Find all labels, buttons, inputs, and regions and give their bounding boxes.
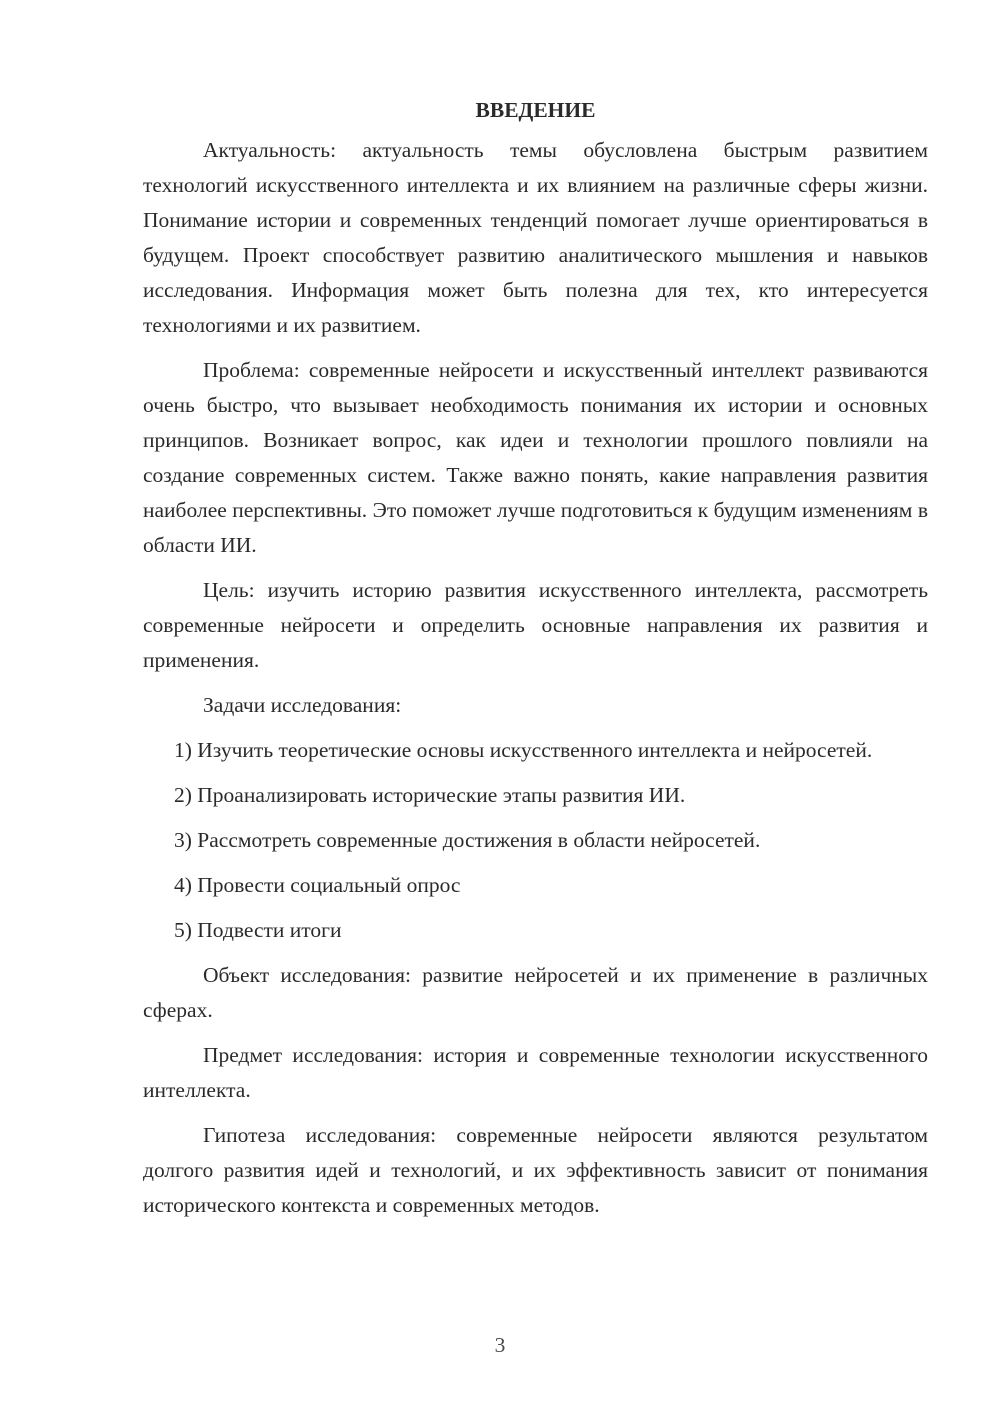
task-item: 1) Изучить теоретические основы искусственного интеллекта и нейросетей. <box>174 738 873 762</box>
tasks-list <box>143 733 928 948</box>
task-item: 2) Проанализировать исторические этапы развития ИИ. <box>174 783 686 807</box>
subject-paragraph: Предмет исследования: история и современные технологии искусственного интеллекта. <box>143 1043 928 1102</box>
object-paragraph: Объект исследования: развитие нейросетей и их применение в различных сферах. <box>143 963 928 1022</box>
task-item: 5) Подвести итоги <box>174 918 342 942</box>
task-item: 3) Рассмотреть современные достижения в области нейросетей. <box>174 828 761 852</box>
section-title: ВВЕДЕНИЕ <box>475 98 596 122</box>
tasks-heading: Задачи исследования: <box>203 693 402 717</box>
relevance-paragraph: Актуальность: актуальность темы обусловлена быстрым развитием технологий искусственного интеллекта и их влиянием на различные сферы жизни. Понимание истории и современных тенденций помогает лучше ориентироваться в будущем. Проект способствует развитию аналитического мышления и навыков исследования. Информация может быть полезна для тех, кто интересуется технологиями и их развитием. <box>143 138 928 337</box>
problem-paragraph: Проблема: современные нейросети и искусственный интеллект развиваются очень быстро, что вызывает необходимость понимания их истории и основных принципов. Возникает вопрос, как идеи и технологии прошлого повлияли на создание современных систем. Также важно понять, какие направления развития наиболее перспективны. Это поможет лучше подготовиться к будущим изменениям в области ИИ. <box>143 358 928 557</box>
task-item: 4) Провести социальный опрос <box>174 873 461 897</box>
document-page <box>143 92 928 1233</box>
hypothesis-paragraph: Гипотеза исследования: современные нейросети являются результатом долгого развития идей и технологий, и их эффективность зависит от понимания исторического контекста и современных методов. <box>143 1123 928 1217</box>
page-number: 3 <box>494 1333 506 1357</box>
goal-paragraph: Цель: изучить историю развития искусственного интеллекта, рассмотреть современные нейросети и определить основные направления их развития и применения. <box>143 578 928 672</box>
